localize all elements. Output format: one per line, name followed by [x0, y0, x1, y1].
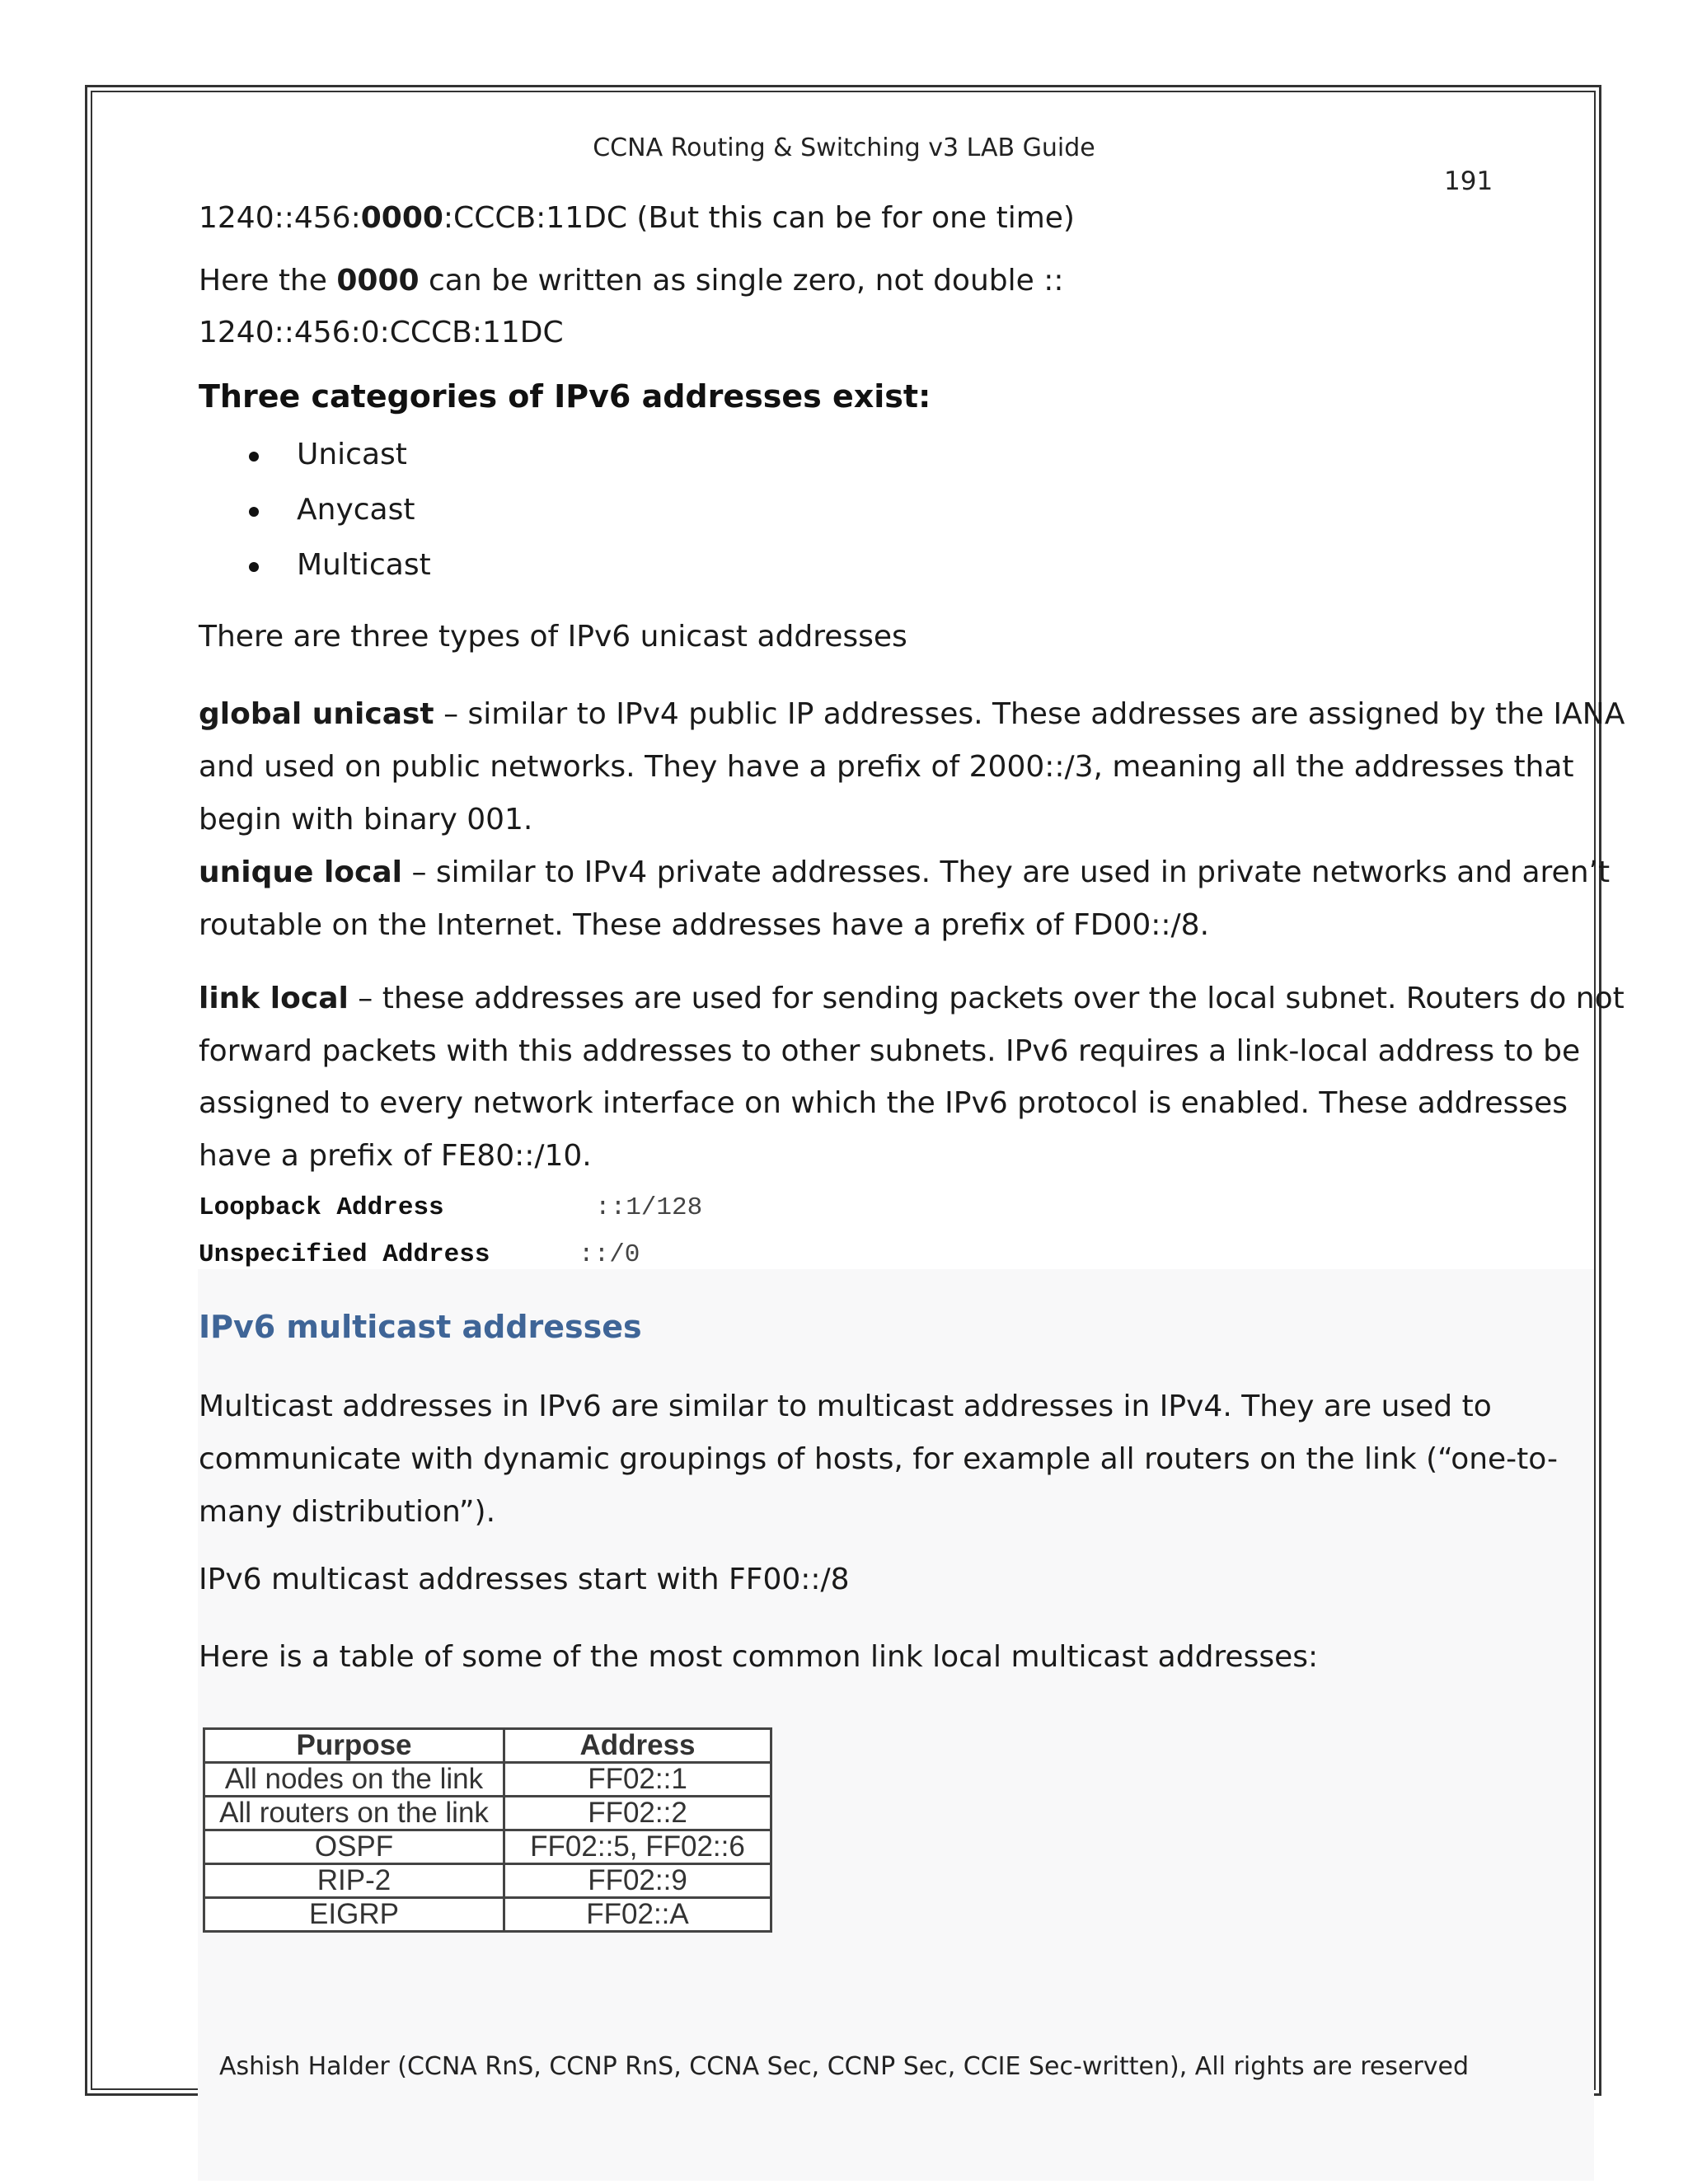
global-unicast-term: global unicast — [199, 697, 434, 731]
table-row — [204, 1763, 771, 1797]
link-local-line-4: have a prefix of FE80::/10. — [199, 1139, 592, 1173]
table-cell-purpose: EIGRP — [204, 1898, 504, 1932]
loopback-value: ::1/128 — [595, 1193, 703, 1222]
table-cell-address: FF02::1 — [504, 1763, 771, 1797]
global-unicast-line-1: global unicast – similar to IPv4 public IP addresses. These addresses are assigned by the IANA — [199, 697, 1625, 731]
table-cell-purpose: RIP-2 — [204, 1864, 504, 1898]
multicast-table-intro: Here is a table of some of the most common link local multicast addresses: — [199, 1640, 1319, 1674]
table-header-purpose: Purpose — [204, 1729, 504, 1763]
table-cell-purpose: OSPF — [204, 1830, 504, 1864]
multicast-para-line-1: Multicast addresses in IPv6 are similar to multicast addresses in IPv4. They are used to — [199, 1390, 1492, 1423]
intro-line-3: 1240::456:0:CCCB:11DC — [199, 316, 564, 349]
table-cell-address: FF02::9 — [504, 1864, 771, 1898]
table-header-row — [204, 1729, 771, 1763]
unique-local-term: unique local — [199, 855, 402, 889]
link-local-line-2: forward packets with this addresses to other subnets. IPv6 requires a link-local address to be — [199, 1034, 1581, 1068]
category-item-anycast: Anycast — [297, 493, 415, 527]
intro-line-1: 1240::456:0000:CCCB:11DC (But this can be for one time) — [199, 201, 1075, 235]
bullet-icon — [249, 452, 259, 462]
table-cell-address: FF02::2 — [504, 1797, 771, 1830]
unicast-intro: There are three types of IPv6 unicast addresses — [199, 620, 907, 654]
multicast-heading: IPv6 multicast addresses — [199, 1309, 642, 1345]
multicast-para-line-3: many distribution”). — [199, 1495, 496, 1529]
unspecified-value: ::/0 — [579, 1240, 640, 1269]
loopback-label: Loopback Address — [199, 1193, 444, 1222]
link-local-line-3: assigned to every network interface on which the IPv6 protocol is enabled. These addresses — [199, 1086, 1568, 1120]
category-item-unicast: Unicast — [297, 438, 407, 471]
intro-line-2: Here the 0000 can be written as single zero, not double :: — [199, 264, 1064, 298]
table-header-address: Address — [504, 1729, 771, 1763]
table-row — [204, 1864, 771, 1898]
table-row — [204, 1797, 771, 1830]
unique-local-line-1: unique local – similar to IPv4 private addresses. They are used in private networks and aren’t — [199, 855, 1611, 889]
categories-heading: Three categories of IPv6 addresses exist: — [199, 378, 931, 415]
unspecified-label: Unspecified Address — [199, 1240, 490, 1269]
global-unicast-line-2: and used on public networks. They have a prefix of 2000::/3, meaning all the addresses that — [199, 750, 1574, 784]
multicast-para-line-2: communicate with dynamic groupings of hosts, for example all routers on the link (“one-to- — [199, 1442, 1558, 1476]
table-cell-address: FF02::A — [504, 1898, 771, 1932]
page-footer: Ashish Halder (CCNA RnS, CCNP RnS, CCNA Sec, CCNP Sec, CCIE Sec-written), All rights are reserved — [218, 2052, 1470, 2081]
link-local-line-1: link local – these addresses are used for sending packets over the local subnet. Routers do not — [199, 982, 1625, 1015]
category-item-multicast: Multicast — [297, 548, 431, 582]
table-row — [204, 1830, 771, 1864]
page-header-title: CCNA Routing & Switching v3 LAB Guide — [593, 134, 1095, 162]
table-row — [204, 1898, 771, 1932]
global-unicast-line-3: begin with binary 001. — [199, 803, 533, 837]
bullet-icon — [249, 562, 259, 572]
table-cell-address: FF02::5, FF02::6 — [504, 1830, 771, 1864]
table-cell-purpose: All nodes on the link — [204, 1763, 504, 1797]
multicast-address-table — [203, 1727, 772, 1933]
bullet-icon — [249, 507, 259, 517]
link-local-term: link local — [199, 982, 349, 1015]
table-cell-purpose: All routers on the link — [204, 1797, 504, 1830]
multicast-prefix-line: IPv6 multicast addresses start with FF00::/8 — [199, 1563, 850, 1596]
page-number: 191 — [1444, 166, 1493, 196]
unique-local-line-2: routable on the Internet. These addresses have a prefix of FD00::/8. — [199, 908, 1210, 942]
